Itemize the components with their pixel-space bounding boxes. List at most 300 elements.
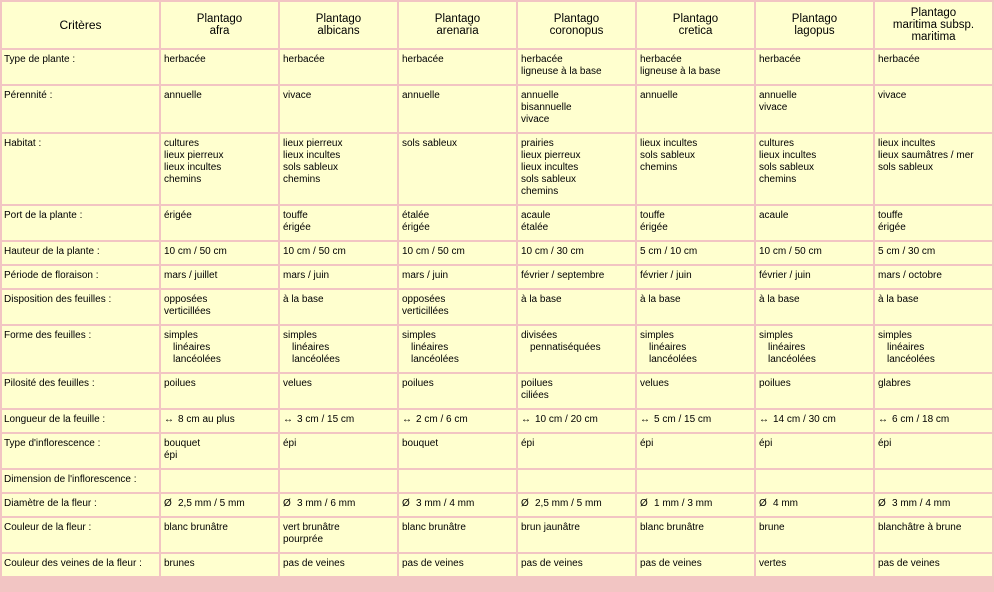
value-cell — [875, 206, 992, 240]
value-cell — [756, 266, 873, 288]
value-text: annuelle — [759, 90, 797, 101]
value-line — [164, 342, 275, 354]
value-line — [640, 438, 751, 450]
table-row — [2, 518, 992, 552]
value-line — [521, 498, 632, 510]
criterion-cell — [2, 374, 159, 408]
value-line — [521, 186, 632, 198]
criterion-label: Port de la plante : — [4, 210, 83, 221]
value-cell-inner — [756, 242, 873, 258]
value-text: lieux incultes — [283, 150, 341, 161]
value-text: sols sableux — [878, 162, 934, 173]
value-text: bisannuelle — [521, 102, 572, 113]
value-cell — [399, 326, 516, 372]
value-text: vivace — [759, 102, 788, 113]
value-cell-inner — [637, 326, 754, 366]
value-text: bouquet — [164, 438, 201, 449]
criterion-cell-inner — [2, 326, 159, 342]
value-line — [759, 210, 870, 222]
species-name-line: maritima — [911, 31, 956, 43]
value-text: érigée — [402, 222, 430, 233]
value-line — [164, 354, 275, 366]
value-line — [878, 210, 989, 222]
value-cell-inner — [518, 326, 635, 354]
value-text: chemins — [283, 174, 321, 185]
value-text: cultures — [164, 138, 200, 149]
criterion-cell-inner — [2, 410, 159, 426]
value-line — [640, 558, 751, 570]
value-cell — [756, 410, 873, 432]
value-cell — [399, 434, 516, 468]
value-text: érigée — [640, 222, 668, 233]
value-text: chemins — [164, 174, 202, 185]
value-cell — [875, 242, 992, 264]
table-row — [2, 434, 992, 468]
value-cell — [518, 554, 635, 576]
criterion-cell — [2, 518, 159, 552]
value-line — [164, 246, 275, 258]
value-cell — [875, 470, 992, 492]
value-cell — [399, 554, 516, 576]
value-cell — [280, 434, 397, 468]
value-line — [878, 330, 989, 342]
value-text: lancéolées — [173, 354, 221, 365]
value-cell-inner — [637, 494, 754, 510]
value-line — [402, 498, 513, 510]
value-cell-inner — [280, 494, 397, 510]
value-text: herbacée — [521, 54, 563, 65]
diameter-icon: Ø — [878, 498, 886, 509]
value-line — [402, 210, 513, 222]
table-row — [2, 374, 992, 408]
value-text: annuelle — [164, 90, 202, 101]
value-cell — [518, 266, 635, 288]
value-cell-inner — [280, 554, 397, 570]
value-text: 2,5 mm / 5 mm — [535, 498, 602, 509]
value-cell — [637, 206, 754, 240]
value-text: vert brunâtre — [283, 522, 340, 533]
value-cell — [161, 242, 278, 264]
value-text: à la base — [759, 294, 800, 305]
value-text: 10 cm / 50 cm — [402, 246, 465, 257]
value-line — [878, 414, 989, 426]
value-line — [283, 354, 394, 366]
value-line — [759, 294, 870, 306]
value-cell — [637, 86, 754, 132]
value-cell-inner — [161, 50, 278, 66]
value-text: 14 cm / 30 cm — [773, 414, 836, 425]
value-line — [164, 162, 275, 174]
value-cell-inner — [756, 434, 873, 450]
value-cell — [756, 206, 873, 240]
value-cell-inner — [637, 134, 754, 174]
value-cell — [756, 290, 873, 324]
value-cell-inner — [161, 518, 278, 534]
value-text: érigée — [283, 222, 311, 233]
value-cell-inner — [875, 518, 992, 534]
value-line — [878, 498, 989, 510]
value-text: linéaires — [649, 342, 687, 353]
value-line — [283, 378, 394, 390]
value-cell-inner — [756, 410, 873, 426]
value-text: lieux pierreux — [283, 138, 343, 149]
value-cell-inner — [756, 494, 873, 510]
value-text: 10 cm / 50 cm — [283, 246, 346, 257]
value-cell — [280, 470, 397, 492]
table-body — [2, 50, 992, 576]
value-text: vivace — [283, 90, 312, 101]
value-line — [521, 114, 632, 126]
value-line — [283, 534, 394, 546]
value-cell-inner — [280, 266, 397, 282]
value-text: février / juin — [640, 270, 692, 281]
value-text: 3 mm / 6 mm — [297, 498, 356, 509]
value-line — [759, 162, 870, 174]
criterion-cell — [2, 266, 159, 288]
value-cell-inner — [399, 290, 516, 318]
species-header — [875, 2, 992, 48]
value-line — [283, 246, 394, 258]
value-line — [521, 342, 632, 354]
value-cell — [399, 86, 516, 132]
value-text: brun jaunâtre — [521, 522, 580, 533]
value-cell — [637, 50, 754, 84]
value-cell-inner — [875, 290, 992, 306]
value-line — [640, 330, 751, 342]
value-line — [283, 498, 394, 510]
value-cell-inner — [875, 374, 992, 390]
value-cell — [280, 374, 397, 408]
value-cell — [161, 470, 278, 492]
value-cell-inner — [280, 434, 397, 450]
value-cell — [756, 554, 873, 576]
criterion-cell — [2, 86, 159, 132]
value-text: pennatiséquées — [530, 342, 601, 353]
value-text: 5 cm / 15 cm — [654, 414, 712, 425]
species-name-line: lagopus — [794, 25, 835, 37]
criterion-cell-inner — [2, 266, 159, 282]
value-cell-inner — [518, 86, 635, 126]
value-line — [640, 342, 751, 354]
value-text: 8 cm au plus — [178, 414, 235, 425]
value-cell-inner — [875, 206, 992, 234]
value-text: blanchâtre à brune — [878, 522, 962, 533]
value-text: annuelle — [402, 90, 440, 101]
value-text: poilues — [521, 378, 553, 389]
value-text: 4 mm — [773, 498, 798, 509]
value-cell-inner — [399, 374, 516, 390]
value-cell — [875, 518, 992, 552]
value-line — [759, 102, 870, 114]
value-text: épi — [640, 438, 654, 449]
value-cell-inner — [637, 470, 754, 474]
value-text: sols sableux — [283, 162, 339, 173]
value-line — [164, 150, 275, 162]
value-line — [759, 498, 870, 510]
value-text: à la base — [878, 294, 919, 305]
value-cell-inner — [637, 50, 754, 78]
value-text: février / juin — [759, 270, 811, 281]
value-line — [640, 210, 751, 222]
value-line — [878, 246, 989, 258]
criterion-cell — [2, 434, 159, 468]
value-cell-inner — [518, 242, 635, 258]
criterion-cell — [2, 206, 159, 240]
value-text: à la base — [283, 294, 324, 305]
value-cell-inner — [399, 470, 516, 474]
value-line — [878, 270, 989, 282]
value-text: annuelle — [521, 90, 559, 101]
value-line — [521, 150, 632, 162]
value-text: épi — [521, 438, 535, 449]
value-cell — [637, 290, 754, 324]
value-text: pas de veines — [640, 558, 702, 569]
value-line — [521, 210, 632, 222]
value-cell-inner — [875, 242, 992, 258]
value-cell-inner — [875, 266, 992, 282]
value-line — [164, 378, 275, 390]
value-line — [521, 294, 632, 306]
value-cell-inner — [399, 206, 516, 234]
value-line — [521, 378, 632, 390]
value-cell — [875, 50, 992, 84]
value-text: épi — [283, 438, 297, 449]
value-cell-inner — [518, 374, 635, 402]
value-cell-inner — [399, 326, 516, 366]
value-line — [164, 90, 275, 102]
value-text: brune — [759, 522, 785, 533]
value-text: 5 cm / 10 cm — [640, 246, 698, 257]
value-cell — [518, 494, 635, 516]
value-cell-inner — [161, 434, 278, 462]
value-text: lancéolées — [649, 354, 697, 365]
value-text: touffe — [878, 210, 903, 221]
value-cell-inner — [518, 266, 635, 282]
value-line — [759, 138, 870, 150]
table-row — [2, 242, 992, 264]
value-cell-inner — [161, 554, 278, 570]
value-cell-inner — [756, 290, 873, 306]
value-cell — [399, 266, 516, 288]
value-cell — [637, 242, 754, 264]
value-text: herbacée — [759, 54, 801, 65]
length-arrow-icon: ↔ — [402, 414, 412, 425]
value-text: épi — [759, 438, 773, 449]
value-text: sols sableux — [402, 138, 458, 149]
criterion-label: Pérennité : — [4, 90, 53, 101]
value-cell — [280, 518, 397, 552]
criterion-label: Type de plante : — [4, 54, 76, 65]
value-cell — [518, 50, 635, 84]
value-cell-inner — [637, 554, 754, 570]
value-text: poilues — [164, 378, 196, 389]
value-cell-inner — [399, 50, 516, 66]
value-cell-inner — [161, 410, 278, 426]
criterion-cell-inner — [2, 290, 159, 306]
species-name-line: maritima subsp. — [892, 19, 975, 31]
criterion-cell-inner — [2, 206, 159, 222]
table-row — [2, 290, 992, 324]
criterion-label: Période de floraison : — [4, 270, 99, 281]
species-name-line: afra — [209, 25, 230, 37]
criterion-cell-inner — [2, 134, 159, 150]
value-line — [640, 378, 751, 390]
value-cell-inner — [637, 266, 754, 282]
value-cell-inner — [756, 50, 873, 66]
value-line — [521, 390, 632, 402]
value-text: linéaires — [887, 342, 925, 353]
value-line — [878, 558, 989, 570]
value-cell — [756, 86, 873, 132]
value-line — [759, 270, 870, 282]
value-line — [402, 342, 513, 354]
value-text: prairies — [521, 138, 554, 149]
length-arrow-icon: ↔ — [164, 414, 174, 425]
value-cell — [637, 470, 754, 492]
value-line — [640, 354, 751, 366]
table-header-row — [2, 2, 992, 48]
value-text: étalée — [402, 210, 430, 221]
value-line — [521, 414, 632, 426]
value-line — [640, 270, 751, 282]
value-line — [283, 330, 394, 342]
value-text: lieux incultes — [164, 162, 222, 173]
value-line — [521, 246, 632, 258]
value-line — [759, 378, 870, 390]
value-cell-inner — [161, 326, 278, 366]
criterion-cell — [2, 290, 159, 324]
value-cell — [875, 86, 992, 132]
value-text: vertes — [759, 558, 787, 569]
value-line — [640, 66, 751, 78]
value-line — [283, 54, 394, 66]
value-cell — [280, 290, 397, 324]
value-cell — [399, 50, 516, 84]
value-cell-inner — [518, 470, 635, 474]
value-text: touffe — [640, 210, 665, 221]
criterion-cell-inner — [2, 242, 159, 258]
value-cell — [399, 290, 516, 324]
value-cell — [518, 134, 635, 204]
value-cell-inner — [399, 86, 516, 102]
length-arrow-icon: ↔ — [521, 414, 531, 425]
value-cell-inner — [399, 434, 516, 450]
criterion-label: Pilosité des feuilles : — [4, 378, 95, 389]
value-line — [759, 174, 870, 186]
value-cell — [637, 374, 754, 408]
value-cell — [756, 518, 873, 552]
value-cell — [399, 470, 516, 492]
value-text: lancéolées — [411, 354, 459, 365]
value-cell — [875, 434, 992, 468]
value-cell-inner — [161, 494, 278, 510]
criterion-cell-inner — [2, 554, 159, 570]
value-text: étalée — [521, 222, 549, 233]
value-text: 3 mm / 4 mm — [416, 498, 475, 509]
value-line — [283, 270, 394, 282]
value-cell-inner — [280, 86, 397, 102]
value-cell-inner — [756, 518, 873, 534]
value-cell-inner — [399, 554, 516, 570]
value-cell — [518, 206, 635, 240]
value-cell — [875, 554, 992, 576]
value-cell — [875, 374, 992, 408]
value-cell-inner — [518, 206, 635, 234]
value-cell-inner — [518, 134, 635, 198]
criterion-cell — [2, 242, 159, 264]
value-cell-inner — [161, 470, 278, 474]
value-cell — [399, 206, 516, 240]
value-cell — [280, 86, 397, 132]
value-cell — [280, 134, 397, 204]
value-line — [164, 270, 275, 282]
value-line — [283, 558, 394, 570]
value-text: verticillées — [164, 306, 211, 317]
value-cell — [161, 206, 278, 240]
value-line — [521, 54, 632, 66]
value-line — [640, 246, 751, 258]
value-cell-inner — [399, 134, 516, 150]
value-cell-inner — [875, 86, 992, 102]
value-cell-inner — [637, 434, 754, 450]
value-cell — [161, 374, 278, 408]
value-text: herbacée — [878, 54, 920, 65]
criterion-cell-inner — [2, 86, 159, 102]
value-line — [878, 138, 989, 150]
value-line — [283, 414, 394, 426]
value-cell-inner — [518, 494, 635, 510]
value-text: 2,5 mm / 5 mm — [178, 498, 245, 509]
value-line — [878, 438, 989, 450]
value-text: à la base — [640, 294, 681, 305]
value-text: brunes — [164, 558, 195, 569]
value-line — [878, 90, 989, 102]
value-text: pas de veines — [283, 558, 345, 569]
species-name-line: Plantago — [910, 7, 957, 19]
value-line — [521, 162, 632, 174]
value-cell — [637, 134, 754, 204]
value-cell-inner — [280, 206, 397, 234]
value-line — [283, 222, 394, 234]
value-cell — [280, 242, 397, 264]
value-line — [640, 294, 751, 306]
criterion-cell — [2, 494, 159, 516]
value-cell-inner — [637, 410, 754, 426]
value-text: simples — [283, 330, 317, 341]
value-cell — [280, 494, 397, 516]
value-line — [759, 438, 870, 450]
value-text: simples — [640, 330, 674, 341]
criterion-label: Couleur de la fleur : — [4, 522, 92, 533]
value-cell — [399, 134, 516, 204]
value-cell-inner — [280, 134, 397, 186]
value-cell — [637, 410, 754, 432]
value-line — [283, 438, 394, 450]
value-text: mars / juin — [283, 270, 330, 281]
value-line — [283, 150, 394, 162]
criterion-cell — [2, 554, 159, 576]
value-cell — [875, 266, 992, 288]
value-text: 10 cm / 30 cm — [521, 246, 584, 257]
value-text: lieux incultes — [640, 138, 698, 149]
value-line — [164, 294, 275, 306]
species-header — [518, 2, 635, 48]
value-line — [878, 294, 989, 306]
value-cell-inner — [280, 470, 397, 474]
value-text: lieux incultes — [759, 150, 817, 161]
diameter-icon: Ø — [164, 498, 172, 509]
length-arrow-icon: ↔ — [640, 414, 650, 425]
